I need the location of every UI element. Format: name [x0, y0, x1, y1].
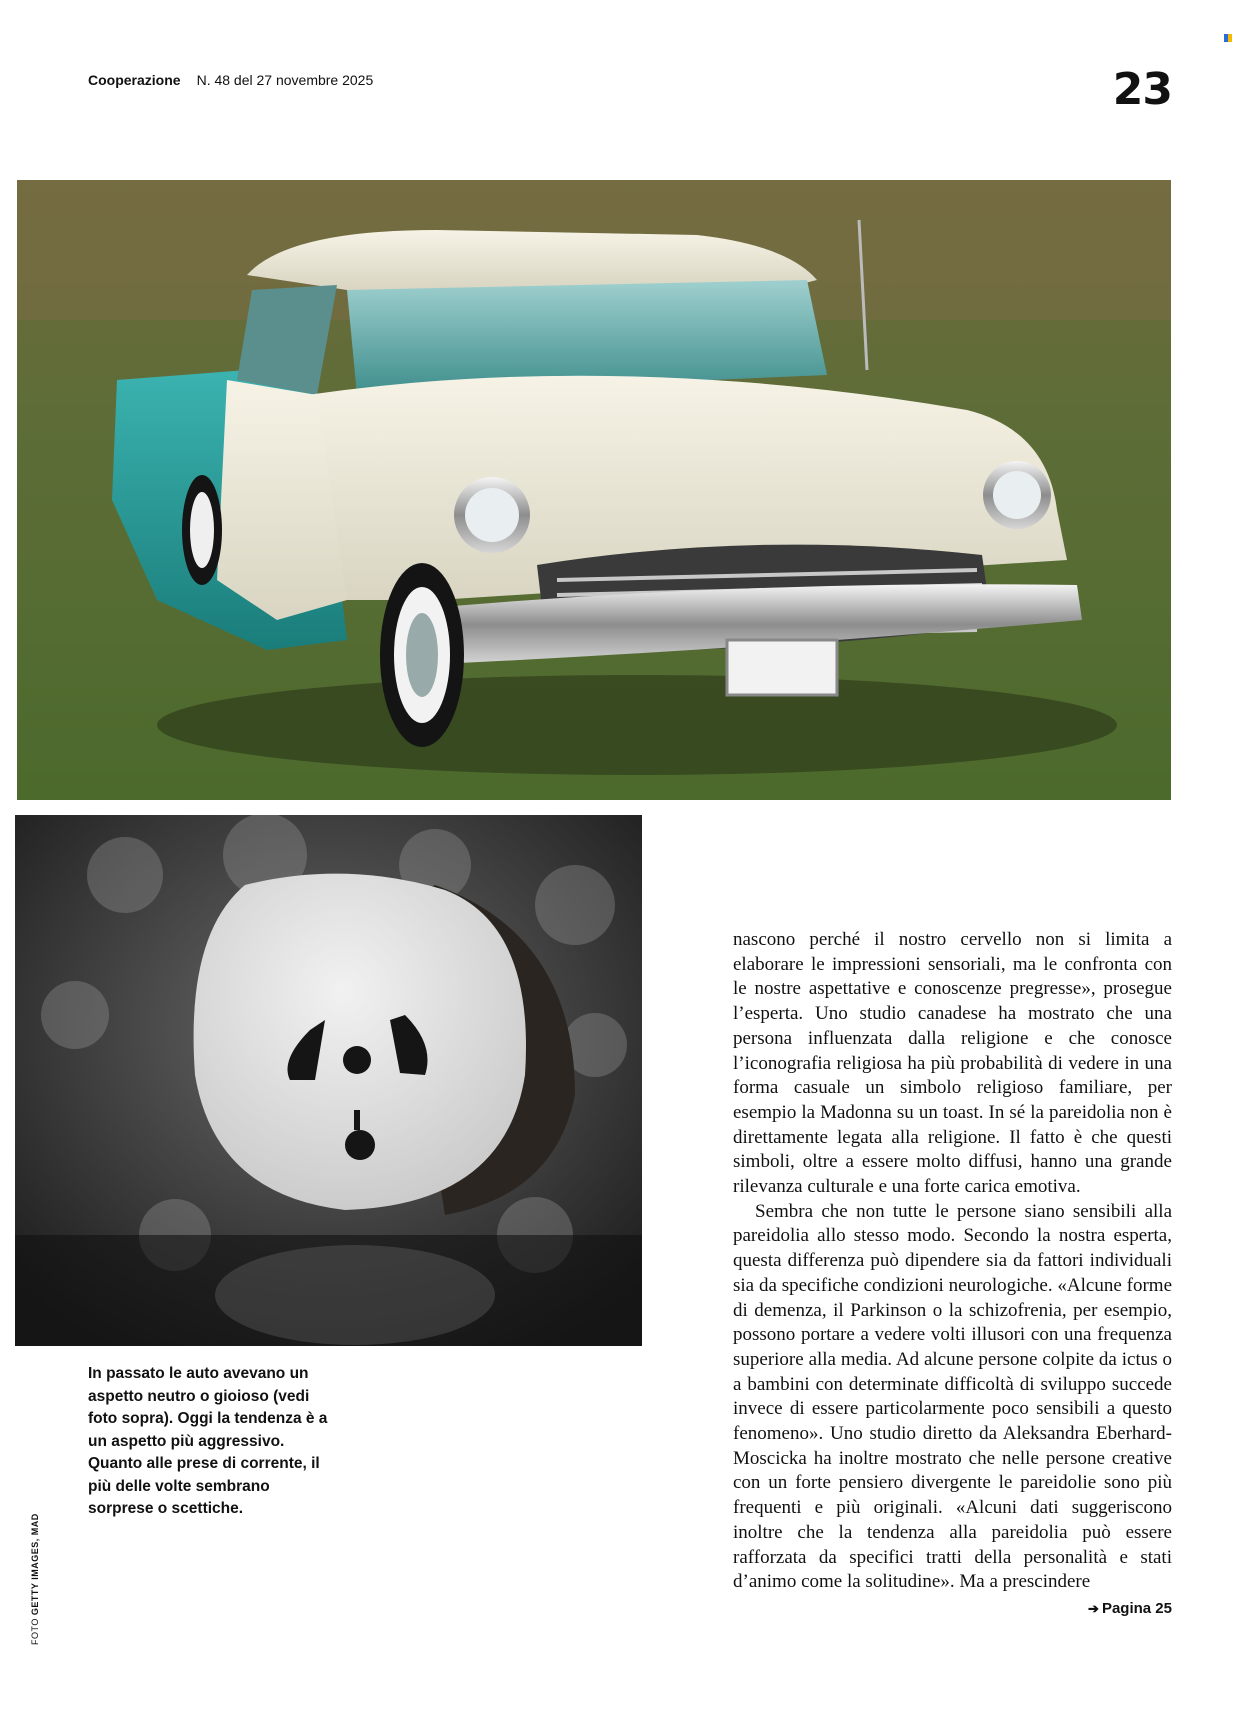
publication-name: Cooperazione [88, 72, 181, 88]
continued-label: Pagina 25 [1101, 1599, 1172, 1617]
arrow-right-icon: ➔ [1088, 1600, 1099, 1616]
article-paragraph-text: Sembra che non tutte le persone siano sensibili alla pareidolia allo stesso modo. Secondo la nostra esperta, questa differenza può dipendere sia da fattori individuali sia da specifiche condizioni neurologiche. «Alcune forme di demenza, il Parkinson o la schizofrenia, per esempio, possono portare a vedere volti illusori con una frequenza superiore alla media. Ad alcune persone colpite da ictus o a bambini con determinate difficoltà di sviluppo succede invece di essere particolarmente poco sensibili a questo fenomeno». Uno studio diretto da Aleksandra Eberhard-Moscicka ha inoltre mostrato che nelle persone creative con un forte pensiero divergente le pareidolie sono più frequenti e più originali. «Alcuni dati suggeriscono inoltre che la tendenza alla pareidolia può essere rafforzata da specifici tratti della personalità e stati d’animo come la solitudine». Ma a prescindere [733, 1200, 1172, 1593]
power-plug-photo [15, 815, 642, 1346]
photo-credit [30, 1513, 40, 1645]
vintage-car-photo [17, 180, 1171, 800]
article-body [733, 928, 1172, 1622]
credit-label: FOTO [30, 1618, 40, 1645]
article-paragraph [733, 1200, 1172, 1617]
continued-link[interactable] [1066, 1597, 1172, 1622]
page-number: 23 [1112, 64, 1172, 115]
article-paragraph: nascono perché il nostro cervello non si limita a elaborare le impressioni sensoriali, ma le confronta con le nostre aspettative e conoscenze pregresse», prosegue l’esperta. Uno studio canadese ha mostrato che una persona influenzata dalla religione e che conosce l’iconografia religiosa ha più probabilità di vedere in una forma casuale un simbolo religioso familiare, per esempio la Madonna su un toast. In sé la pareidolia non è direttamente legata alla religione. Il fatto è che questi simboli, oltre a essere molto diffusi, hanno una grande rilevanza culturale e una forte carica emotiva. [733, 929, 1172, 1198]
page-header [88, 72, 373, 88]
credit-source: GETTY IMAGES, MAD [30, 1513, 40, 1616]
corner-color-mark [1224, 34, 1232, 42]
issue-info: N. 48 del 27 novembre 2025 [196, 72, 374, 88]
photo-caption: In passato le auto avevano un aspetto neutro o gioioso (vedi foto sopra). Oggi la tendenza è a un aspetto più aggressivo. Quanto alle prese di corrente, il più delle volte sembrano sorprese o scettiche. [88, 1365, 328, 1517]
